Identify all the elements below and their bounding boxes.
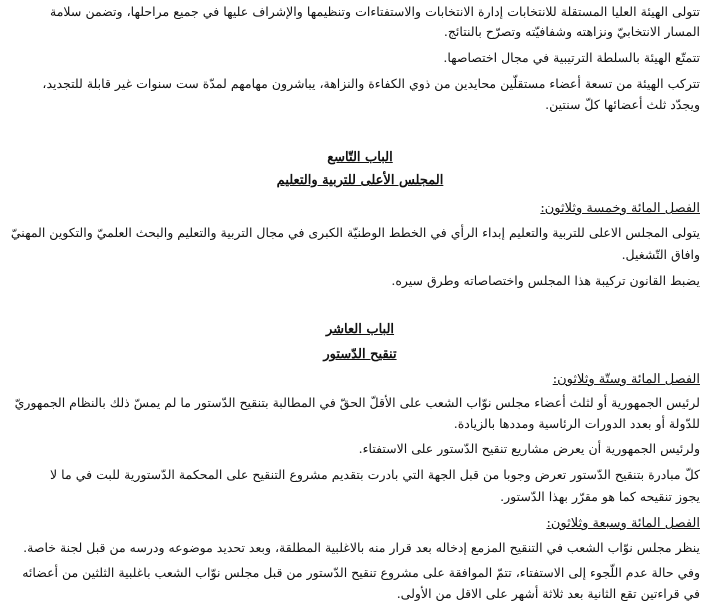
article-heading: الفصل المائة وستّة وثلاثون: [552,372,700,387]
paragraph-line: ولرئيس الجمهورية أن يعرض مشاريع تنقيح الدّستور على الاستفتاء. [358,441,700,456]
paragraph-line: يضبط القانون تركيبة هذا المجلس واختصاصاته وطرق سيره. [391,273,700,288]
article-heading: الفصل المائة وخمسة وثلاثون: [540,201,700,216]
paragraph-line: المسار الانتخابيّ ونزاهته وشفافيّته وتصرّح بالنتائج. [443,24,700,39]
paragraph-line: ينظر مجلس نوّاب الشعب في التنقيح المزمع إدخاله بعد قرار منه بالاغلبية المطلقة، وبعد تحديد موضوعه ودرسه من قبل لجنة خاصة. [23,540,700,555]
paragraph-line: في قراءتين تقع الثانية بعد ثلاثة أشهر على الاقل من الأولى. [396,586,700,601]
paragraph-line: وافاق التّشغيل. [621,247,700,262]
chapter-title: الباب العاشر [325,322,395,337]
chapter-subtitle: تنقيح الدّستور [323,347,397,362]
article-heading: الفصل المائة وسبعة وثلاثون: [546,516,700,531]
chapter-title: الباب التّاسع [327,150,393,165]
paragraph-line: ويجدّد ثلث أعضائها كلّ سنتين. [545,97,700,112]
paragraph-line: للدّولة أو بعدد الدورات الرئاسية ومددها بالزيادة. [453,416,700,431]
paragraph-line: وفي حالة عدم اللّجوء إلى الاستفتاء، تتمّ الموافقة على مشروع تنقيح الدّستور من قبل مجلس نوّاب الشعب باغلبية الثلثين من أعضائه [22,565,700,580]
paragraph-line: يتولى المجلس الاعلى للتربية والتعليم إبداء الرأي في الخطط الوطنيّة الكبرى في مجال التربية والتعليم والبحث العلميّ والتكوين المهنيّ [10,225,700,240]
chapter-subtitle: المجلس الأعلى للتربية والتعليم [276,173,444,188]
paragraph-line: تتولى الهيئة العليا المستقلة للانتخابات إدارة الانتخابات والاستفتاءات وتنظيمها والإشراف عليها في جميع مراحلها، وتضمن سلامة [50,4,700,19]
paragraph-line: يجوز تنقيحه كما هو مقرّر بهذا الدّستور. [500,489,700,504]
paragraph-line: كلّ مبادرة بتنقيح الدّستور تعرض وجوبا من قبل الجهة التي بادرت بتقديم مشروع التنقيح على المحكمة الدّستورية للبت في ما لا [50,467,700,482]
paragraph-line: تتمتّع الهيئة بالسلطة الترتيبية في مجال اختصاصها. [443,50,700,65]
paragraph-line: تتركب الهيئة من تسعة أعضاء مستقلّين محايدين من ذوي الكفاءة والنزاهة، يباشرون مهامهم لمدّة ست سنوات غير قابلة للتجديد، [42,76,700,91]
paragraph-line: لرئيس الجمهورية أو لثلث أعضاء مجلس نوّاب الشعب على الأقلّ الحقّ في المطالبة بتنقيح الدّستور ما لم يمسّ ذلك بالنظام الجمهوريّ [14,395,700,410]
